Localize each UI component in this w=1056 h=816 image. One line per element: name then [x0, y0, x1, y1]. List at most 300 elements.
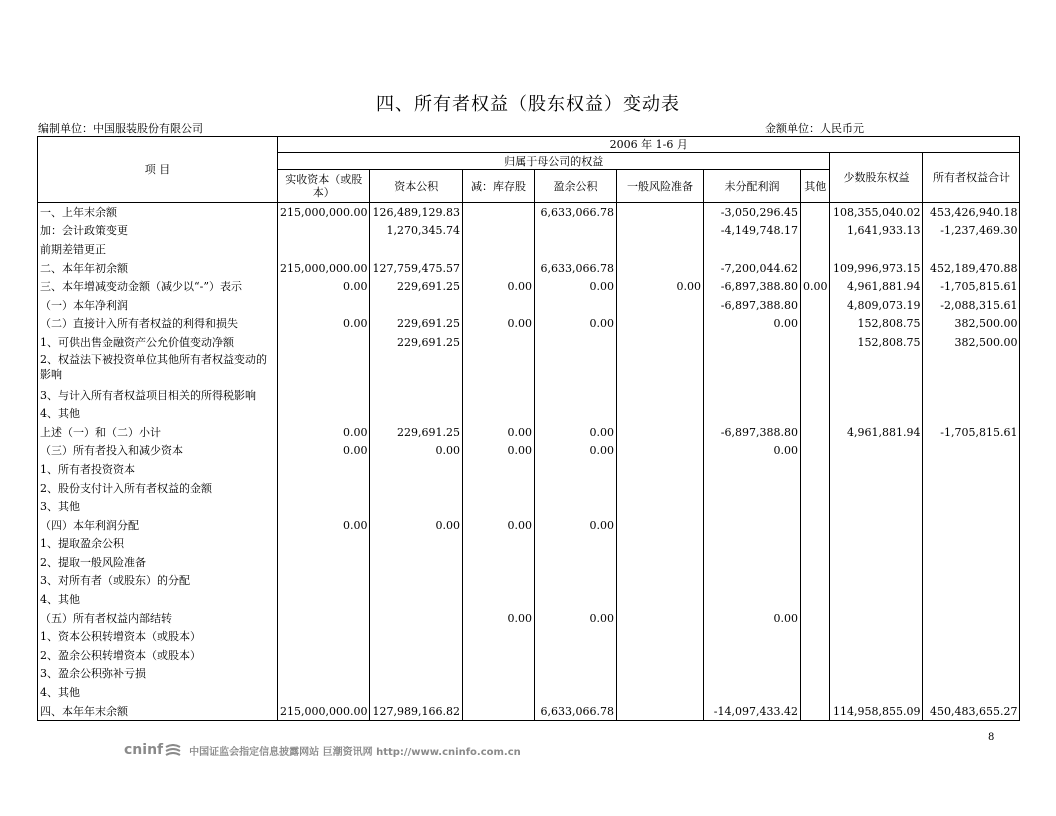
table-cell	[616, 535, 703, 554]
row-label: 3、对所有者（或股东）的分配	[38, 572, 278, 591]
table-cell	[703, 333, 800, 352]
table-cell	[703, 553, 800, 572]
row-label: 上述（一）和（二）小计	[38, 423, 278, 442]
table-cell	[462, 296, 534, 315]
table-row	[38, 590, 1020, 609]
table-cell	[370, 665, 462, 684]
table-cell	[616, 516, 703, 535]
table-cell	[800, 590, 830, 609]
table-cell	[278, 460, 370, 479]
currency-unit-label: 金额单位：人民币元	[765, 122, 864, 135]
table-cell: 4,809,073.19	[830, 296, 923, 315]
period-header: 2006 年 1-6 月	[278, 137, 1020, 153]
table-cell: 127,759,475.57	[370, 259, 462, 278]
table-cell	[534, 627, 616, 646]
table-cell: -3,050,296.45	[703, 203, 800, 222]
table-cell	[462, 386, 534, 405]
table-cell: 0.00	[703, 442, 800, 461]
table-cell	[703, 535, 800, 554]
row-label: 1、资本公积转增资本（或股本）	[38, 627, 278, 646]
table-row	[38, 553, 1020, 572]
table-cell: 452,189,470.88	[923, 259, 1020, 278]
table-cell	[703, 404, 800, 423]
table-row	[38, 259, 1020, 278]
table-cell	[616, 203, 703, 222]
table-row	[38, 665, 1020, 684]
table-cell	[370, 590, 462, 609]
table-cell	[462, 646, 534, 665]
row-label: 3、其他	[38, 497, 278, 516]
table-cell	[462, 590, 534, 609]
table-cell	[800, 665, 830, 684]
table-cell	[616, 553, 703, 572]
table-cell	[616, 460, 703, 479]
table-cell: 450,483,655.27	[923, 702, 1020, 721]
table-row	[38, 296, 1020, 315]
table-row	[38, 572, 1020, 591]
table-cell: -1,705,815.61	[923, 277, 1020, 296]
table-cell	[278, 609, 370, 628]
table-row	[38, 646, 1020, 665]
table-cell: 453,426,940.18	[923, 203, 1020, 222]
cninf-logo-icon	[165, 741, 181, 760]
table-row	[38, 277, 1020, 296]
table-cell	[703, 352, 800, 386]
table-cell	[462, 203, 534, 222]
table-cell	[923, 609, 1020, 628]
table-cell	[370, 609, 462, 628]
row-label: 二、本年年初余额	[38, 259, 278, 278]
table-cell: 127,989,166.82	[370, 702, 462, 721]
table-cell	[278, 404, 370, 423]
table-cell	[370, 296, 462, 315]
row-label: 2、权益法下被投资单位其他所有者权益变动的影响	[38, 352, 278, 386]
row-label: 前期差错更正	[38, 240, 278, 259]
table-cell	[534, 404, 616, 423]
table-cell	[616, 296, 703, 315]
table-cell	[830, 240, 923, 259]
table-cell	[370, 352, 462, 386]
table-cell	[616, 352, 703, 386]
table-cell	[534, 386, 616, 405]
table-row	[38, 315, 1020, 334]
table-cell	[534, 333, 616, 352]
table-cell: 229,691.25	[370, 277, 462, 296]
table-cell	[923, 683, 1020, 702]
table-cell	[830, 386, 923, 405]
item-header: 项 目	[38, 137, 278, 203]
table-row	[38, 683, 1020, 702]
row-label: （四）本年利润分配	[38, 516, 278, 535]
row-label: 3、与计入所有者权益项目相关的所得税影响	[38, 386, 278, 405]
table-cell: -6,897,388.80	[703, 423, 800, 442]
table-cell	[923, 240, 1020, 259]
table-cell: 0.00	[278, 277, 370, 296]
table-cell	[830, 665, 923, 684]
table-cell: -4,149,748.17	[703, 222, 800, 241]
table-cell	[616, 683, 703, 702]
table-row	[38, 240, 1020, 259]
table-cell: 0.00	[534, 277, 616, 296]
table-cell	[462, 627, 534, 646]
table-cell	[278, 535, 370, 554]
table-cell	[923, 404, 1020, 423]
table-cell	[800, 423, 830, 442]
table-cell: 0.00	[370, 442, 462, 461]
table-cell: 0.00	[462, 277, 534, 296]
table-cell: 229,691.25	[370, 423, 462, 442]
table-cell	[616, 646, 703, 665]
table-cell	[616, 702, 703, 721]
row-label: 3、盈余公积弥补亏损	[38, 665, 278, 684]
table-cell	[534, 572, 616, 591]
table-cell	[616, 222, 703, 241]
table-cell	[616, 442, 703, 461]
table-cell	[370, 404, 462, 423]
table-cell: 215,000,000.00	[278, 702, 370, 721]
table-cell	[703, 479, 800, 498]
table-cell	[830, 627, 923, 646]
table-cell	[462, 352, 534, 386]
table-cell: 0.00	[370, 516, 462, 535]
table-cell	[923, 627, 1020, 646]
parent-equity-header: 归属于母公司的权益	[278, 153, 830, 170]
table-cell	[462, 259, 534, 278]
table-row	[38, 516, 1020, 535]
table-cell: 0.00	[278, 423, 370, 442]
table-cell	[462, 222, 534, 241]
table-cell	[534, 222, 616, 241]
table-row	[38, 702, 1020, 721]
table-cell	[703, 497, 800, 516]
minority-interest-header: 少数股东权益	[830, 153, 923, 203]
table-cell	[800, 497, 830, 516]
table-cell	[923, 665, 1020, 684]
table-cell	[462, 683, 534, 702]
table-cell	[923, 535, 1020, 554]
table-cell	[830, 497, 923, 516]
table-cell	[800, 572, 830, 591]
table-cell	[616, 627, 703, 646]
table-cell	[370, 646, 462, 665]
column-header: 未分配利润	[703, 170, 800, 203]
table-row	[38, 442, 1020, 461]
table-cell	[703, 590, 800, 609]
table-cell	[278, 627, 370, 646]
table-cell: 215,000,000.00	[278, 203, 370, 222]
table-cell	[462, 665, 534, 684]
table-cell: 4,961,881.94	[830, 277, 923, 296]
table-cell: -1,237,469.30	[923, 222, 1020, 241]
column-header: 减：库存股	[462, 170, 534, 203]
table-row	[38, 609, 1020, 628]
table-cell: 0.00	[278, 516, 370, 535]
table-cell	[534, 683, 616, 702]
table-cell	[462, 333, 534, 352]
table-cell	[830, 646, 923, 665]
table-row	[38, 222, 1020, 241]
table-cell	[923, 442, 1020, 461]
table-cell: 229,691.25	[370, 333, 462, 352]
table-cell	[830, 572, 923, 591]
table-cell	[462, 553, 534, 572]
table-cell	[616, 572, 703, 591]
table-cell	[923, 497, 1020, 516]
table-cell	[534, 590, 616, 609]
table-row	[38, 352, 1020, 386]
footer-text: 中国证监会指定信息披露网站 巨潮资讯网 http://www.cninfo.com.cn	[189, 746, 521, 758]
table-cell: 0.00	[278, 442, 370, 461]
table-cell	[278, 683, 370, 702]
table-cell	[800, 702, 830, 721]
table-cell	[278, 497, 370, 516]
table-cell	[800, 333, 830, 352]
table-row	[38, 423, 1020, 442]
table-cell	[370, 497, 462, 516]
table-cell	[800, 479, 830, 498]
table-cell	[923, 352, 1020, 386]
table-cell	[534, 296, 616, 315]
table-row	[38, 460, 1020, 479]
column-header: 资本公积	[370, 170, 462, 203]
table-cell: 0.00	[703, 609, 800, 628]
table-cell	[462, 460, 534, 479]
column-header: 盈余公积	[534, 170, 616, 203]
table-cell	[923, 516, 1020, 535]
table-cell: -14,097,433.42	[703, 702, 800, 721]
table-cell: 1,270,345.74	[370, 222, 462, 241]
table-cell	[800, 516, 830, 535]
row-label: 1、所有者投资资本	[38, 460, 278, 479]
table-cell	[534, 460, 616, 479]
table-cell	[616, 315, 703, 334]
row-label: （二）直接计入所有者权益的利得和损失	[38, 315, 278, 334]
table-cell: 0.00	[462, 609, 534, 628]
table-cell	[830, 590, 923, 609]
table-cell	[616, 333, 703, 352]
table-cell	[830, 609, 923, 628]
table-cell	[534, 352, 616, 386]
table-cell	[923, 646, 1020, 665]
table-cell	[534, 646, 616, 665]
table-cell	[800, 683, 830, 702]
table-cell	[703, 665, 800, 684]
table-cell	[703, 683, 800, 702]
table-row	[38, 479, 1020, 498]
table-cell	[370, 683, 462, 702]
table-row	[38, 627, 1020, 646]
row-label: （三）所有者投入和减少资本	[38, 442, 278, 461]
table-cell	[616, 259, 703, 278]
table-cell	[534, 479, 616, 498]
table-cell	[462, 572, 534, 591]
table-cell: -2,088,315.61	[923, 296, 1020, 315]
table-cell: 0.00	[278, 315, 370, 334]
table-cell	[534, 553, 616, 572]
table-cell	[703, 386, 800, 405]
table-cell	[370, 386, 462, 405]
row-label: 三、本年增减变动金额（减少以“-”）表示	[38, 277, 278, 296]
table-cell	[278, 333, 370, 352]
table-cell	[923, 460, 1020, 479]
table-cell: 6,633,066.78	[534, 203, 616, 222]
table-cell: 152,808.75	[830, 333, 923, 352]
row-label: （一）本年净利润	[38, 296, 278, 315]
table-cell	[278, 646, 370, 665]
table-cell: 114,958,855.09	[830, 702, 923, 721]
table-cell	[370, 553, 462, 572]
table-cell: -1,705,815.61	[923, 423, 1020, 442]
table-row	[38, 497, 1020, 516]
table-cell	[830, 442, 923, 461]
row-label: 四、本年年末余额	[38, 702, 278, 721]
table-row	[38, 404, 1020, 423]
row-label: 1、提取盈余公积	[38, 535, 278, 554]
table-cell: 0.00	[534, 423, 616, 442]
table-cell	[800, 203, 830, 222]
table-cell	[278, 479, 370, 498]
column-header: 实收资本（或股本）	[278, 170, 370, 203]
table-cell	[278, 296, 370, 315]
table-cell	[703, 646, 800, 665]
table-cell: 0.00	[462, 516, 534, 535]
table-cell	[800, 259, 830, 278]
table-cell	[830, 404, 923, 423]
table-cell	[534, 240, 616, 259]
table-cell	[830, 553, 923, 572]
table-cell	[800, 627, 830, 646]
table-row	[38, 386, 1020, 405]
column-header: 一般风险准备	[616, 170, 703, 203]
table-cell	[703, 460, 800, 479]
table-cell	[616, 479, 703, 498]
table-cell	[830, 535, 923, 554]
table-cell	[800, 442, 830, 461]
page-number: 8	[988, 732, 995, 743]
table-cell	[800, 609, 830, 628]
table-cell	[830, 479, 923, 498]
table-cell: -7,200,044.62	[703, 259, 800, 278]
table-cell: 1,641,933.13	[830, 222, 923, 241]
table-cell	[616, 240, 703, 259]
table-cell	[703, 572, 800, 591]
table-cell: 0.00	[534, 516, 616, 535]
row-label: 1、可供出售金融资产公允价值变动净额	[38, 333, 278, 352]
table-cell: 215,000,000.00	[278, 259, 370, 278]
compiler-label: 编制单位：中国服装股份有限公司	[38, 122, 203, 135]
table-cell	[616, 423, 703, 442]
table-row	[38, 535, 1020, 554]
table-cell	[800, 240, 830, 259]
table-cell: 108,355,040.02	[830, 203, 923, 222]
table-cell: 0.00	[534, 315, 616, 334]
table-cell: 0.00	[534, 609, 616, 628]
table-cell	[923, 572, 1020, 591]
table-cell	[534, 535, 616, 554]
table-cell	[616, 404, 703, 423]
table-cell	[462, 404, 534, 423]
table-cell	[278, 222, 370, 241]
table-cell: 126,489,129.83	[370, 203, 462, 222]
table-cell	[616, 665, 703, 684]
table-cell	[370, 460, 462, 479]
table-cell	[616, 590, 703, 609]
row-label: 2、盈余公积转增资本（或股本）	[38, 646, 278, 665]
total-equity-header: 所有者权益合计	[923, 153, 1020, 203]
table-cell: 0.00	[616, 277, 703, 296]
table-cell	[278, 590, 370, 609]
table-cell	[800, 222, 830, 241]
table-cell	[616, 386, 703, 405]
table-cell	[800, 352, 830, 386]
table-cell	[800, 646, 830, 665]
table-cell	[923, 590, 1020, 609]
table-cell	[534, 497, 616, 516]
table-cell	[703, 516, 800, 535]
table-cell: -6,897,388.80	[703, 277, 800, 296]
table-cell	[800, 553, 830, 572]
row-label: 2、股份支付计入所有者权益的金额	[38, 479, 278, 498]
table-cell: 152,808.75	[830, 315, 923, 334]
page-title: 四、所有者权益（股东权益）变动表	[376, 94, 680, 115]
table-cell	[830, 460, 923, 479]
table-cell	[278, 553, 370, 572]
table-cell: 382,500.00	[923, 333, 1020, 352]
table-cell	[923, 386, 1020, 405]
table-cell	[830, 516, 923, 535]
column-header: 其他	[800, 170, 830, 203]
table-cell	[462, 702, 534, 721]
table-cell	[703, 627, 800, 646]
table-cell	[278, 240, 370, 259]
table-row	[38, 333, 1020, 352]
table-row	[38, 203, 1020, 222]
table-cell	[800, 386, 830, 405]
table-cell	[370, 240, 462, 259]
table-cell: 0.00	[534, 442, 616, 461]
table-cell: 382,500.00	[923, 315, 1020, 334]
cninf-logo: cninf	[124, 742, 164, 758]
table-cell	[830, 683, 923, 702]
row-label: 一、上年末余额	[38, 203, 278, 222]
table-cell	[370, 572, 462, 591]
table-cell	[278, 572, 370, 591]
table-cell	[703, 240, 800, 259]
table-cell: 229,691.25	[370, 315, 462, 334]
row-label: 2、提取一般风险准备	[38, 553, 278, 572]
table-cell	[278, 352, 370, 386]
table-cell	[800, 296, 830, 315]
table-cell	[278, 386, 370, 405]
table-cell	[800, 315, 830, 334]
table-cell	[800, 535, 830, 554]
table-cell: 0.00	[462, 442, 534, 461]
row-label: 加：会计政策变更	[38, 222, 278, 241]
table-cell: 0.00	[462, 315, 534, 334]
table-cell	[462, 497, 534, 516]
table-cell	[800, 460, 830, 479]
table-cell	[278, 665, 370, 684]
table-cell: 4,961,881.94	[830, 423, 923, 442]
table-cell: 0.00	[800, 277, 830, 296]
table-cell: 0.00	[703, 315, 800, 334]
table-cell: 0.00	[462, 423, 534, 442]
table-cell	[616, 609, 703, 628]
row-label: 4、其他	[38, 404, 278, 423]
row-label: （五）所有者权益内部结转	[38, 609, 278, 628]
table-cell: 109,996,973.15	[830, 259, 923, 278]
table-cell	[370, 479, 462, 498]
